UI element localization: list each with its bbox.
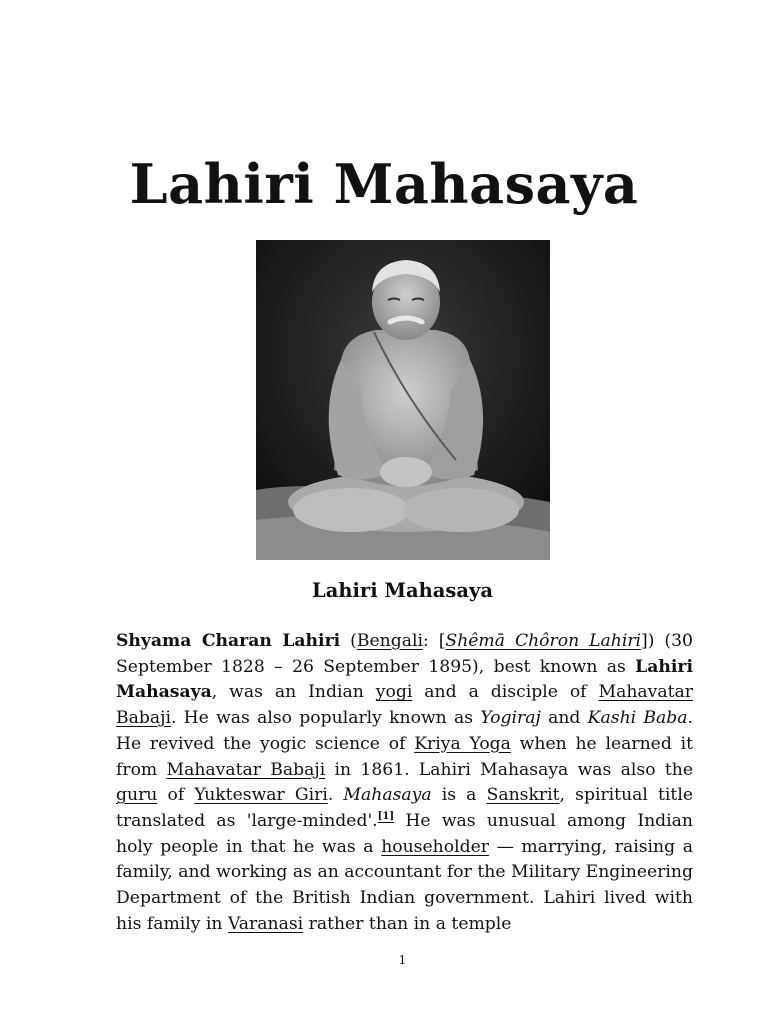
link-guru[interactable]: guru: [116, 785, 158, 806]
link-yukteswar-giri[interactable]: Yukteswar Giri: [194, 785, 328, 806]
link-mahavatar-babaji-2[interactable]: Mahavatar Babaji: [166, 759, 326, 780]
link-sanskrit[interactable]: Sanskrit: [486, 785, 560, 806]
alias-yogiraj: Yogiraj: [480, 708, 541, 729]
link-yogi[interactable]: yogi: [375, 682, 413, 703]
footnote-ref-1[interactable]: [1]: [377, 810, 395, 822]
subject-name: Shyama Charan Lahiri: [116, 631, 341, 651]
known-as-name: Lahiri Mahasaya: [116, 656, 693, 703]
page-number: 1: [398, 953, 407, 967]
link-kriya-yoga[interactable]: Kriya Yoga: [414, 733, 511, 754]
link-householder[interactable]: householder: [381, 836, 489, 857]
link-mahavatar-babaji[interactable]: Mahavatar Babaji: [116, 682, 693, 729]
term-mahasaya: Mahasaya: [343, 785, 432, 806]
alias-kashi-baba: Kashi Baba: [587, 708, 688, 729]
biography-paragraph: Shyama Charan Lahiri (Bengali: [Shêmā Chôron Lahiri]) (30 September 1828 – 26 September 1895), best known as Lahiri Mahasaya, was an Indian yogi and a disciple of Mahavatar Babaji. He was also popularly known as Yogiraj and Kashi Baba. He revived the yogic science of Kriya Yoga when he learned it from Mahavatar Babaji in 1861. Lahiri Mahasaya was also the guru of Yukteswar Giri. Mahasaya is a Sanskrit, spiritual title translated as 'large-minded'.[1] He was unusual among Indian holy people in that he was a householder — marrying, raising a family, and working as an accountant for the Military Engineering Department of the British Indian government. Lahiri lived with his family in Varanasi rather than in a temple: [116, 631, 694, 934]
figure-caption: Lahiri Mahasaya: [311, 579, 493, 602]
link-varanasi[interactable]: Varanasi: [227, 913, 304, 934]
link-pronunciation[interactable]: Shêmā Chôron Lahiri: [445, 631, 642, 651]
document-title: Lahiri Mahasaya: [129, 152, 639, 216]
portrait-photo: [256, 240, 550, 560]
link-bengali[interactable]: Bengali: [356, 631, 423, 651]
